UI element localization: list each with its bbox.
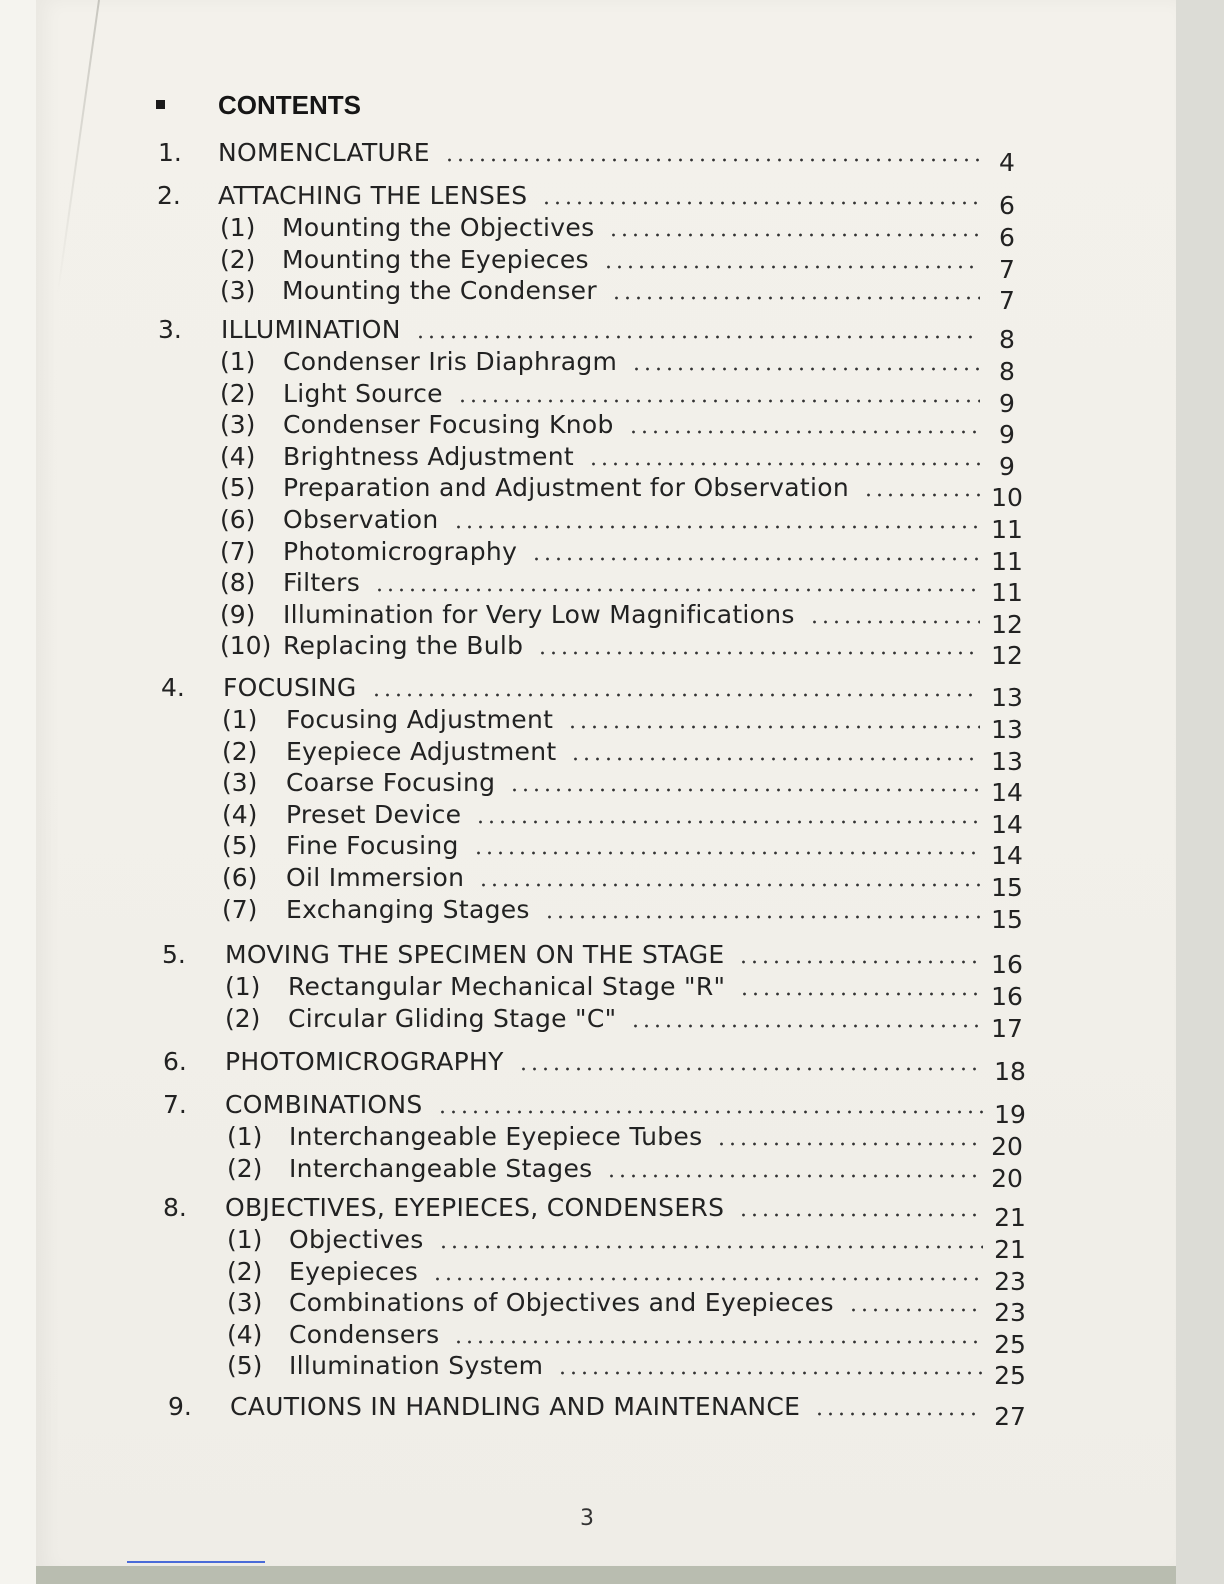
subentry-title: Focusing Adjustment — [286, 705, 554, 734]
subentry-title: Exchanging Stages — [286, 894, 530, 924]
subentry-number: (2) — [225, 1003, 261, 1033]
entry-title: FOCUSING — [223, 673, 357, 702]
entry-title: COMBINATIONS — [225, 1090, 423, 1119]
subentry-title: Eyepiece Adjustment — [286, 736, 557, 766]
toc-entry[interactable] — [158, 315, 1030, 354]
toc-subentry[interactable] — [227, 1351, 1030, 1391]
dot-leader — [537, 651, 980, 655]
toc-entry[interactable] — [162, 940, 1030, 979]
subentry-title: Interchangeable Stages — [289, 1153, 593, 1183]
toc-subentry[interactable] — [222, 863, 1030, 902]
toc-subentry[interactable] — [220, 276, 1030, 316]
subentry-number: (2) — [227, 1153, 263, 1183]
subentry-number: (3) — [220, 410, 256, 440]
subentry-number: (5) — [227, 1351, 263, 1381]
toc-subentry[interactable] — [227, 1288, 1030, 1328]
subentry-number: (1) — [225, 972, 261, 1001]
entry-page-number: 16 — [991, 950, 1023, 979]
entry-number: 8. — [163, 1193, 187, 1222]
subentry-title: Mounting the Condenser — [282, 276, 597, 306]
toc-entry[interactable] — [158, 138, 1030, 177]
entry-page-number: 11 — [991, 515, 1023, 544]
toc-subentry[interactable] — [222, 799, 1030, 839]
subentry-number: (2) — [227, 1256, 263, 1286]
entry-page-number: 20 — [991, 1132, 1023, 1161]
toc-subentry[interactable] — [227, 1122, 1030, 1161]
entry-page-number: 8 — [999, 325, 1015, 354]
subentry-number: (4) — [222, 799, 258, 829]
toc-subentry[interactable] — [225, 972, 1030, 1011]
toc-subentry[interactable] — [220, 473, 1030, 513]
dot-leader — [628, 430, 980, 434]
subentry-number: (3) — [220, 276, 256, 306]
dot-leader — [432, 1277, 983, 1281]
toc-entry[interactable] — [161, 673, 1030, 712]
entry-title: PHOTOMICROGRAPHY — [225, 1047, 504, 1076]
dot-leader — [444, 158, 980, 162]
subentry-title: Condenser Focusing Knob — [283, 410, 614, 440]
subentry-title: Circular Gliding Stage "C" — [288, 1003, 617, 1033]
subentry-number: (7) — [220, 536, 256, 566]
toc-subentry[interactable] — [227, 1225, 1030, 1264]
subentry-number: (8) — [220, 568, 256, 598]
toc-subentry[interactable] — [227, 1319, 1030, 1359]
entry-page-number: 14 — [991, 778, 1023, 808]
subentry-title: Rectangular Mechanical Stage "R" — [288, 972, 726, 1001]
entry-title: OBJECTIVES, EYEPIECES, CONDENSERS — [225, 1193, 725, 1222]
dot-leader — [739, 992, 980, 996]
dot-leader — [437, 1110, 983, 1114]
dot-leader — [809, 620, 980, 624]
subentry-title: Preset Device — [286, 799, 462, 829]
page-right-edge — [1176, 0, 1224, 1584]
dot-leader — [475, 820, 980, 824]
subentry-number: (1) — [227, 1225, 263, 1254]
entry-page-number: 11 — [991, 578, 1023, 608]
subentry-title: Preparation and Adjustment for Observation — [283, 473, 849, 503]
subentry-title: Coarse Focusing — [286, 768, 496, 798]
toc-subentry[interactable] — [220, 568, 1030, 608]
subentry-number: (3) — [227, 1288, 263, 1318]
subentry-title: Light Source — [283, 378, 443, 408]
toc-subentry[interactable] — [222, 894, 1030, 934]
subentry-number: (2) — [222, 736, 258, 766]
entry-page-number: 25 — [994, 1329, 1026, 1359]
entry-number: 6. — [163, 1047, 187, 1076]
dot-leader — [544, 915, 980, 919]
subentry-number: (6) — [222, 863, 258, 892]
subentry-title: Condensers — [289, 1319, 440, 1349]
entry-title: NOMENCLATURE — [218, 138, 430, 167]
subentry-title: Mounting the Eyepieces — [282, 244, 589, 274]
entry-page-number: 9 — [999, 388, 1015, 418]
dot-leader — [567, 725, 980, 729]
entry-page-number: 12 — [991, 609, 1023, 639]
entry-page-number: 14 — [991, 809, 1023, 839]
subentry-number: (3) — [222, 768, 258, 798]
dot-leader — [457, 399, 980, 403]
dot-leader — [541, 201, 980, 205]
entry-page-number: 19 — [994, 1100, 1026, 1129]
subentry-title: Illumination System — [289, 1351, 544, 1381]
dot-leader — [630, 1024, 980, 1028]
entry-number: 2. — [157, 181, 181, 210]
toc-subentry[interactable] — [220, 378, 1030, 418]
dot-leader — [738, 1213, 983, 1217]
subentry-number: (4) — [227, 1319, 263, 1349]
dot-leader — [738, 960, 980, 964]
dot-leader — [557, 1371, 983, 1375]
subentry-number: (2) — [220, 378, 256, 408]
entry-page-number: 13 — [991, 746, 1023, 776]
subentry-number: (10) — [220, 631, 272, 661]
page-bottom-edge — [36, 1566, 1176, 1584]
entry-number: 4. — [161, 673, 185, 702]
subentry-number: (4) — [220, 441, 256, 471]
subentry-number: (6) — [220, 505, 256, 534]
toc-entry[interactable] — [157, 181, 1030, 220]
entry-page-number: 23 — [994, 1266, 1026, 1296]
toc-subentry[interactable] — [227, 1153, 1030, 1193]
toc-subentry[interactable] — [220, 347, 1030, 386]
toc-subentry[interactable] — [222, 768, 1030, 808]
dot-leader — [473, 851, 980, 855]
entry-page-number: 8 — [999, 357, 1015, 386]
entry-page-number: 13 — [991, 683, 1023, 712]
subentry-title: Brightness Adjustment — [283, 441, 574, 471]
toc-subentry[interactable] — [222, 831, 1030, 871]
dot-leader — [438, 1245, 983, 1249]
dot-leader — [863, 493, 980, 497]
subentry-number: (5) — [220, 473, 256, 503]
toc-subentry[interactable] — [220, 505, 1030, 544]
subentry-number: (1) — [222, 705, 258, 734]
dot-leader — [371, 693, 980, 697]
entry-page-number: 25 — [994, 1361, 1026, 1391]
entry-page-number: 6 — [999, 223, 1015, 252]
entry-title: ILLUMINATION — [221, 315, 401, 344]
entry-page-number: 4 — [999, 148, 1015, 177]
subentry-title: Replacing the Bulb — [283, 631, 524, 661]
entry-number: 1. — [158, 138, 182, 167]
toc-subentry[interactable] — [220, 441, 1030, 481]
subentry-title: Fine Focusing — [286, 831, 459, 861]
dot-leader — [509, 788, 980, 792]
entry-page-number: 16 — [991, 982, 1023, 1011]
dot-leader — [814, 1412, 983, 1416]
dot-leader — [611, 296, 980, 300]
toc-subentry[interactable] — [222, 736, 1030, 776]
entry-number: 3. — [158, 315, 182, 344]
page-title: CONTENTS — [218, 90, 361, 120]
page-number: 3 — [580, 1506, 594, 1531]
entry-number: 9. — [168, 1392, 192, 1421]
subentry-number: (5) — [222, 831, 258, 861]
dot-leader — [608, 233, 980, 237]
dot-leader — [603, 265, 980, 269]
toc-subentry[interactable] — [227, 1256, 1030, 1296]
subentry-title: Photomicrography — [283, 536, 518, 566]
dot-leader — [606, 1174, 980, 1178]
subentry-title: Combinations of Objectives and Eyepieces — [289, 1288, 834, 1318]
page-left-edge — [0, 0, 36, 1584]
bottom-highlight-line — [127, 1561, 265, 1563]
dot-leader — [716, 1142, 980, 1146]
entry-page-number: 15 — [991, 904, 1023, 934]
entry-page-number: 14 — [991, 841, 1023, 871]
toc-entry[interactable] — [168, 1392, 1030, 1431]
subentry-number: (1) — [227, 1122, 263, 1151]
entry-page-number: 23 — [994, 1298, 1026, 1328]
toc-subentry[interactable] — [225, 1003, 1030, 1043]
dot-leader — [531, 557, 980, 561]
entry-page-number: 27 — [994, 1402, 1026, 1431]
entry-number: 5. — [162, 940, 186, 969]
entry-page-number: 9 — [999, 420, 1015, 450]
subentry-title: Illumination for Very Low Magnifications — [283, 599, 795, 629]
toc-subentry[interactable] — [220, 213, 1030, 252]
toc-subentry[interactable] — [220, 410, 1030, 450]
entry-title: MOVING THE SPECIMEN ON THE STAGE — [225, 940, 725, 969]
entry-page-number: 21 — [994, 1203, 1026, 1232]
dot-leader — [415, 335, 980, 339]
entry-page-number: 7 — [999, 254, 1015, 284]
subentry-number: (1) — [220, 213, 256, 242]
toc-entry[interactable] — [163, 1047, 1030, 1086]
entry-page-number: 10 — [991, 483, 1023, 513]
entry-page-number: 7 — [999, 286, 1015, 316]
entry-page-number: 18 — [994, 1057, 1026, 1086]
subentry-title: Eyepieces — [289, 1256, 419, 1286]
entry-page-number: 21 — [994, 1235, 1026, 1264]
dot-leader — [631, 367, 980, 371]
entry-page-number: 15 — [991, 873, 1023, 902]
subentry-title: Interchangeable Eyepiece Tubes — [289, 1122, 703, 1151]
toc-subentry[interactable] — [222, 705, 1030, 744]
subentry-title: Condenser Iris Diaphragm — [283, 347, 618, 376]
toc-subentry[interactable] — [220, 244, 1030, 284]
subentry-number: (1) — [220, 347, 256, 376]
entry-page-number: 11 — [991, 546, 1023, 576]
dot-leader — [374, 588, 980, 592]
subentry-number: (2) — [220, 244, 256, 274]
subentry-title: Observation — [283, 505, 439, 534]
toc-subentry[interactable] — [220, 631, 1030, 671]
subentry-title: Filters — [283, 568, 361, 598]
dot-leader — [588, 462, 980, 466]
entry-title: ATTACHING THE LENSES — [218, 181, 528, 210]
dot-leader — [453, 1340, 983, 1344]
toc-subentry[interactable] — [220, 536, 1030, 576]
toc-subentry[interactable] — [220, 599, 1030, 639]
entry-page-number: 12 — [991, 641, 1023, 671]
subentry-number: (7) — [222, 894, 258, 924]
square-bullet-icon — [156, 100, 165, 109]
dot-leader — [848, 1308, 983, 1312]
subentry-title: Oil Immersion — [286, 863, 465, 892]
entry-page-number: 9 — [999, 451, 1015, 481]
entry-number: 7. — [163, 1090, 187, 1119]
entry-page-number: 13 — [991, 715, 1023, 744]
subentry-title: Objectives — [289, 1225, 424, 1254]
toc-entry[interactable] — [163, 1193, 1030, 1232]
entry-page-number: 17 — [991, 1013, 1023, 1043]
entry-page-number: 6 — [999, 191, 1015, 220]
dot-leader — [518, 1067, 983, 1071]
entry-page-number: 20 — [991, 1163, 1023, 1193]
dot-leader — [570, 757, 980, 761]
subentry-title: Mounting the Objectives — [282, 213, 595, 242]
entry-title: CAUTIONS IN HANDLING AND MAINTENANCE — [230, 1392, 801, 1421]
dot-leader — [453, 525, 980, 529]
dot-leader — [478, 883, 980, 887]
toc-entry[interactable] — [163, 1090, 1030, 1129]
subentry-number: (9) — [220, 599, 256, 629]
